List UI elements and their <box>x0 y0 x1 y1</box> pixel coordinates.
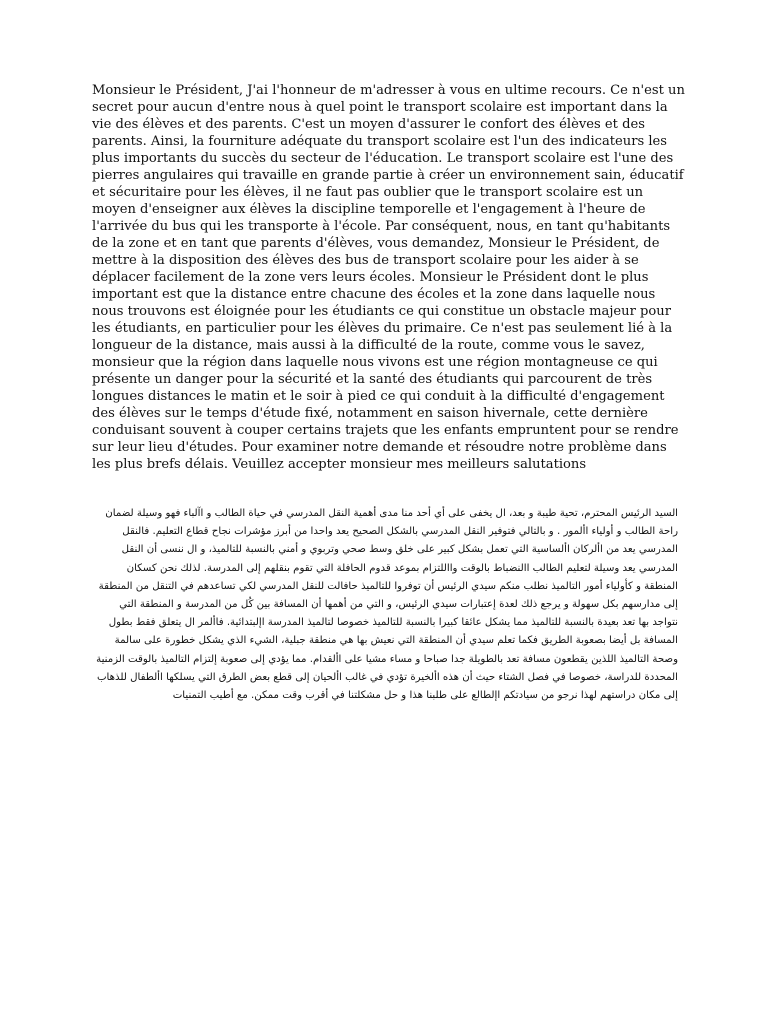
french-letter-paragraph: Monsieur le Président, J'ai l'honneur de m'adresser à vous en ultime recours. Ce n'est un secret pour aucun d'entre nous à quel point le transport scolaire est important dans la vie des élèves et des parents. C'est un moyen d'assurer le confort des élèves et des parents. Ainsi, la fourniture adéquate du transport scolaire est l'un des indicateurs les plus importants du succès du secteur de l'éducation. Le transport scolaire est l'une des pierres angulaires qui travaille en grande partie à créer un environnement sain, éducatif et sécuritaire pour les élèves, il ne faut pas oublier que le transport scolaire est un moyen d'enseigner aux élèves la discipline temporelle et l'engagement à l'heure de l'arrivée du bus qui les transporte à l'école. Par conséquent, nous, en tant qu'habitants de la zone et en tant que parents d'élèves, vous demandez, Monsieur le Président, de mettre à la disposition des élèves des bus de transport scolaire pour les aider à se déplacer facilement de la zone vers leurs écoles. Monsieur le Président dont le plus important est que la distance entre chacune des écoles et la zone dans laquelle nous nous trouvons est éloignée pour les étudiants ce qui constitue un obstacle majeur pour les étudiants, en particulier pour les élèves du primaire. Ce n'est pas seulement lié à la longueur de la distance, mais aussi à la difficulté de la route, comme vous le savez, monsieur que la région dans laquelle nous vivons est une région montagneuse ce qui présente un danger pour la sécurité et la santé des étudiants qui parcourent de très longues distances le matin et le soir à pied ce qui conduit à la difficulté d'engagement des élèves sur le temps d'étude fixé, notamment en saison hivernale, cette dernière conduisant souvent à couper certains trajets que les enfants empruntent pour se rendre sur leur lieu d'études. Pour examiner notre demande et résoudre notre problème dans les plus brefs délais. Veuillez accepter monsieur mes meilleurs salutations <box>92 83 685 472</box>
arabic-letter-paragraph: السيد الرئيس المحترم، تحية طيبة و بعد، ال يخفى على أي أحد منا مدى أهمية النقل المدرسي في حياة الطالب و اآلباء فهو وسيلة لضمان راحة الطالب و أولياء األمور . و بالتالي فتوفير النقل المدرسي بالشكل الصحيح يعد واحدا من أبرز مؤشرات نجاح قطاع التعليم. فالنقل المدرسي يعد من األركان األساسية التي تعمل بشكل كبير على خلق وسط صحي وتربوي و أمني بالنسبة للتالميذ، و ال ننسى أن النقل المدرسي يعد وسيلة لتعليم الطالب االنضباط بالوقت وااللتزام بموعد قدوم الحافلة التي تقوم بنقلهم إلى المدرسة. لذلك نحن كسكان المنطقة و كأولياء أمور التالميذ نطلب منكم سيدي الرئيس أن توفروا للتالميذ حافالت للنقل المدرسي لكي تساعدهم في التنقل من المنطقة إلى مدارسهم بكل سهولة و يرجع ذلك لعدة إعتبارات سيدي الرئيس، و التي من أهمها أن المسافة بين كُل من المدرسة و المنطقة التي نتواجد بها تعد بعيدة بالنسبة للتالميذ مما يشكل عائقا كبيرا بالنسبة للتالميذ خصوصا لتالميذ المدرسة اإلبتدائية. فاألمر ال يتعلق فقط بطول المسافة بل أيضا بصعوبة الطريق فكما تعلم سيدي أن المنطقة التي نعيش بها هي منطقة جبلية، الشيء الذي يشكل خطورة على سالمة وصحة التالميذ اللذين يقطعون مسافة تعد بالطويلة جدا صباحا و مساء مشيا على األقدام. مما يؤدي إلى صعوبة إلتزام التالميذ بالوقت الزمنية المحددة للدراسة، خصوصا في فصل الشتاء حيث أن هذه األخيرة تؤدي في غالب األحيان إلى قطع بعض الطرق التي يسلكها األطفال للذهاب إلى مكان دراستهم لهذا نرجو من سيادتكم اإلطالع على طلبنا هذا و حل مشكلتنا في أقرب وقت ممكن. مع أطيب التمنيات <box>96 508 678 702</box>
